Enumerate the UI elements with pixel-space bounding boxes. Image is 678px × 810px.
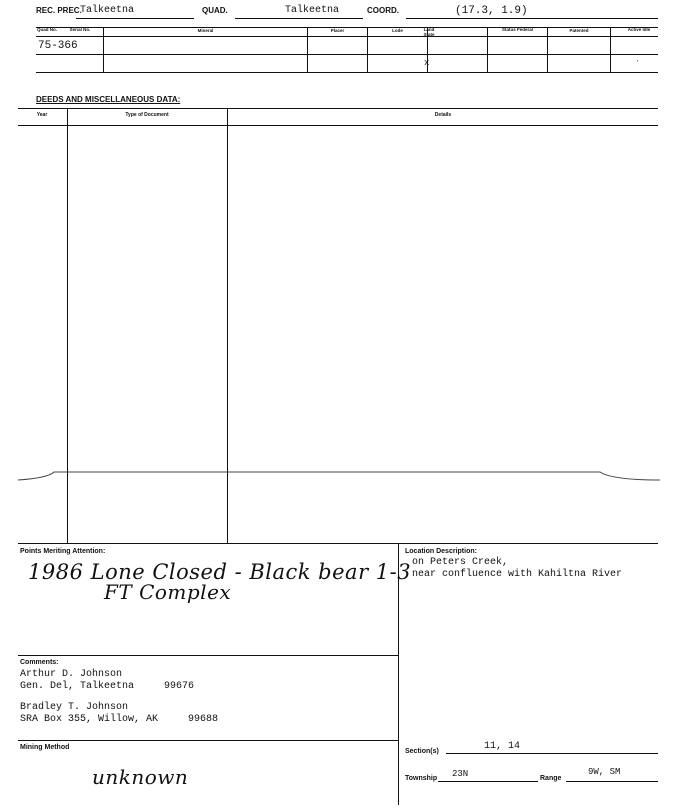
claim-table [0,0,678,80]
col-divider [103,27,104,72]
table-top-rule [36,27,658,28]
location-label: Location Description: [405,548,477,555]
coord-value: (17.3, 1.9) [455,5,528,17]
deeds-title: DEEDS AND MISCELLANEOUS DATA: [36,95,181,104]
township-value: 23N [452,769,469,779]
coord-label: COORD. [367,6,399,15]
quad-value: Talkeetna [285,5,340,16]
col-divider [367,27,368,72]
range-label: Range [540,775,562,782]
col-divider [610,27,611,72]
section-underline [446,753,658,754]
points-handwriting-1: 1986 Lone Closed - Black bear 1-3 [28,560,412,584]
quad-label: QUAD. [202,6,228,15]
township-label: Township [405,775,438,782]
deeds-col-year: Year [36,112,48,118]
section-label: Section(s) [405,748,439,755]
location-line-1: on Peters Creek, [412,557,509,568]
rec-prec-label: REC. PREC. [36,6,82,15]
township-underline [438,781,538,782]
comments-line-2: Gen. Del, Talkeetna 99676 [20,681,195,692]
range-underline [566,781,658,782]
col-header-lode: Lode [392,28,403,33]
bottom-section-rule [18,543,658,544]
col-divider [547,27,548,72]
deeds-top-rule [18,108,658,109]
comments-line-4: SRA Box 355, Willow, AK 99688 [20,714,219,725]
rec-prec-value: Talkeetna [80,5,135,16]
col-divider [307,27,308,72]
comments-rule [18,655,398,656]
table-bottom-rule [36,72,658,73]
stray-mark: ' [637,60,639,67]
points-handwriting-2: FT Complex [104,580,232,604]
section-value: 11, 14 [484,741,521,752]
comments-label: Comments: [20,659,59,666]
mining-label: Mining Method [20,744,70,751]
fold-crease [0,462,678,492]
col-header-quad: Quad No. [37,27,57,32]
col-header-active-idle: Active Idle [627,27,651,32]
points-label: Points Meriting Attention: [20,548,106,555]
mining-rule [18,740,398,741]
col-header-land-state: Land State [423,27,435,37]
deeds-col-details: Details [434,112,452,118]
comments-line-3: Bradley T. Johnson [20,702,129,713]
col-header-patented: Patented [569,28,589,33]
col-divider [487,27,488,72]
quad-no-value: 75-366 [38,40,78,52]
range-value: 9W, SM [588,767,621,777]
location-line-2: near confluence with Kahiltna River [412,569,623,580]
mining-handwriting: unknown [92,765,189,789]
col-header-placer: Placer [330,28,345,33]
deeds-col-type: Type of Document [125,112,169,118]
col-header-serial: Serial No. [69,27,91,32]
deeds-header-rule [18,125,658,126]
col-header-status-federal: Status Federal [501,27,533,32]
comments-line-1: Arthur D. Johnson [20,669,123,680]
table-row-rule [36,54,658,55]
col-header-mineral: Mineral [197,28,214,33]
table-header-rule [36,36,658,37]
land-state-mark: x [424,58,430,68]
